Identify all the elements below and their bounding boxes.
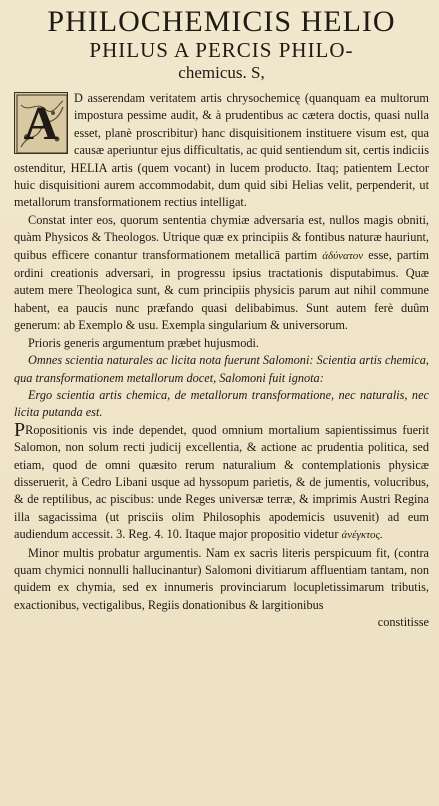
first-paragraph-block (14, 90, 429, 212)
paragraph-4 (14, 418, 429, 545)
paragraph-2-text-a: Constat inter eos, quorum sententia chymiæ adversaria est, nullos magis obniti, quàm Physicos & Theologos. Utrique quæ ex principiis & fontibus naturæ hauriunt, quibus efficere conantur transformationem metallicā partim (14, 212, 429, 262)
title-line-2: PHILUS A PERCIS PHILO- (89, 38, 354, 62)
syllogism-conclusion: Ergo scientia artis chemica, de metallorum transformatione, nec naturalis, nec licita putanda est. (14, 387, 429, 420)
paragraph-4-initial: P (14, 418, 26, 441)
paragraph-2-text-b: esse, partim ordini creationis adversari, in progressu ipsius tractationis disputabimus. Quæ autem mere Theologica sunt, & cum principiis physicis parum aut nihil commune habent, ea paucis nunc præfando quasi delibabimus. Sunt autem ferè duûm generum: ab Exemplo & usu. Exempla singularium & universorum. (14, 247, 429, 333)
greek-word-1: ἀδύνατον (322, 249, 364, 262)
syllogism-premises: Omnes scientia naturales ac licita nota fuerunt Salomoni: Scientia artis chemica, qua transformationem metallorum docet, Salomoni fuit ignota: (14, 353, 429, 385)
paragraph-5: Minor multis probatur argumentis. Nam ex sacris literis perspicuum fit, (contra quam chymici nonnulli hallucinantur) Salomoni divitiarum affluentiam tantam, non quidem ex chymia, sed ex innumeris provinciarum locupletissimarum tributis, exactionibus, vectigalibus, Regiis donationibus & largitionibus (14, 545, 429, 612)
paragraph-1: D asserendam veritatem artis chrysochemicę (quanquam ea multorum impostura pessime audit, & à prudentibus ac cætera doctis, quasi nulla esset, planè proscribitur) hanc disquisitionem instituere visum est, qua causæ aperiuntur ejus difficultatis, ac quid sentiendum sit, certis indiciis ostenditur, HELIA artis (quem vocant) in lucem producto. Itaq; patientem Lector huic disquisitioni aurem accommodabit, dum quid sibi Helias velit, perpenderit, ut metallorum transformationem rectius intelligat. (14, 91, 429, 210)
decorated-initial (14, 92, 68, 154)
greek-word-2: ἀνέγκτος. (341, 529, 383, 542)
paragraph-3: Prioris generis argumentum præbet hujusmodi. (28, 335, 259, 350)
title-line-1: PHILOCHEMICIS HELIO (47, 5, 396, 38)
paragraph-4-text: Ropositionis vis inde dependet, quod omnium mortalium sapientissimus fuerit Salomon, non solum recti judicij excellentia, & actione ac prudentia politica, sed etiam, quod de omni quæsito rerum naturalium & contemplationis physicæ disseruerit, à Cedro Libani usque ad hyssopum parietis, & de jumentis, volucribus, & de reptilibus, ac piscibus: unde Reges universæ terræ, & imprimis Austri Regina illa sagacissima (ut prisciis olim Philosophis apodemicis usuvenit) ad eum audiendum accessit. 3. Reg. 4. 10. Itaque major propositio videtur (14, 422, 429, 542)
catchword: constitisse (377, 615, 429, 630)
drop-cap-letter: A (23, 96, 59, 150)
title-line-3: chemicus. S, (178, 63, 265, 82)
paragraph-2 (14, 212, 429, 335)
